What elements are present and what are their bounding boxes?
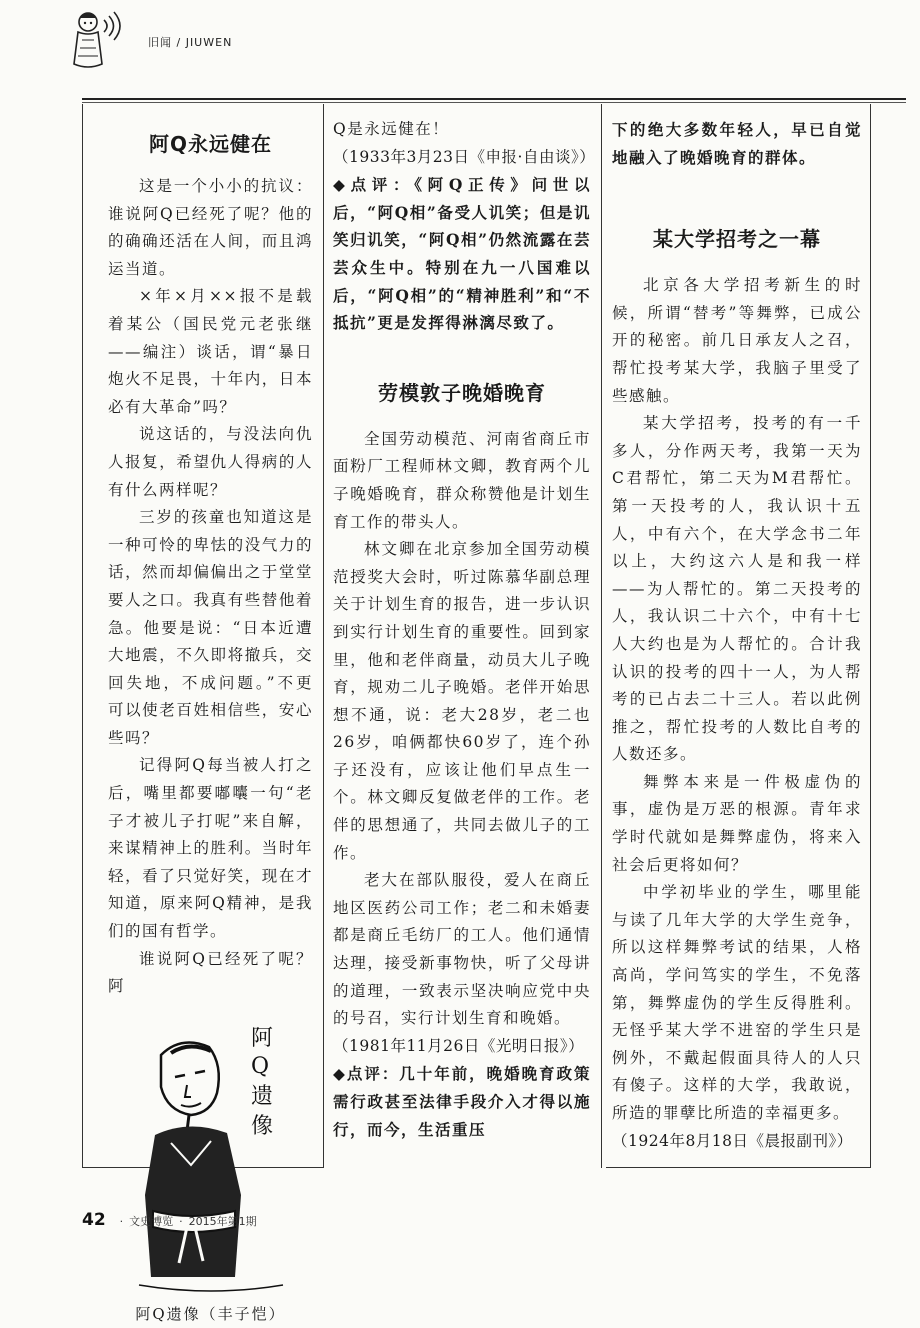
paragraph: 中学初毕业的学生，哪里能与读了几年大学的大学生竞争，所以这样舞弊考试的结果，人格高尚，学问笃实的学生，不免落第，舞弊虚伪的学生反得胜利。无怪乎某大学不进窑的学生只是例外，不戴起假面具待人的人只有傻子。这样的大学，我敢说，所造的罪孽比所造的幸福更多。 bbox=[612, 883, 862, 1122]
article-title: 劳模敦子晚婚晚育 bbox=[378, 380, 546, 405]
reading-figure-logo-icon bbox=[66, 6, 136, 78]
paragraph: 老大在部队服役，爱人在商丘地区医药公司工作；老二和未婚妻都是商丘毛纺厂的工人。他们通情达理，接受新事物快，听了父母讲的道理，一致表示坚决响应党中央的号召，实行计划生育和晚婚。 bbox=[333, 871, 591, 1028]
paragraph: 某大学招考，投考的有一千多人，分作两天考，我第一天为C君帮忙，第二天为M君帮忙。第一天投考的人，我认识十五人，中有六个，在大学念书二年以上，大约这六人是和我一样——为人帮忙的。第二天投考的人，我认识二十六个，中有十七人大约也是为人帮忙的。合计我认识的投考的四十一人，为人帮考的已占去二十三人。若以此例推之，帮忙投考的人数比自考的人数还多。 bbox=[612, 414, 862, 764]
page-footer: 42 · 文史博览 · 2015年第1期 bbox=[82, 1210, 257, 1230]
aq-portrait-illustration bbox=[131, 1015, 291, 1299]
section-label: 旧闻 / JIUWEN bbox=[148, 36, 233, 49]
portrait-inscription-1: 阿 bbox=[250, 1025, 273, 1051]
portrait-inscription-3: 遗 bbox=[250, 1083, 273, 1109]
issue-label: 2015年第1期 bbox=[188, 1215, 257, 1228]
comment-text: 几十年前，晚婚晚育政策需行政甚至法律手段介入才得以施行，而今，生活重压 bbox=[333, 1064, 591, 1139]
article-marriage-column bbox=[333, 116, 596, 1168]
paragraph: 说这话的，与没法向仇人报复，希望仇人得病的人有什么两样呢？ bbox=[108, 425, 313, 499]
editor-comment bbox=[333, 1060, 591, 1143]
paragraph: 记得阿Q每当被人打之后，嘴里都要嘟囔一句“老子才被儿子打呢”来自解，来谋精神上的胜利。当时年轻，看了只觉好笑，现在才知道，原来阿Q精神，是我们的国有哲学。 bbox=[108, 756, 313, 941]
portrait-inscription-2: Q bbox=[250, 1053, 269, 1079]
paragraph: 谁说阿Q已经死了呢？阿 bbox=[108, 949, 313, 996]
page-number: 42 bbox=[82, 1210, 106, 1230]
paragraph: 三岁的孩童也知道这是一种可怜的卑怯的没气力的话，然而却偏偏出之于堂堂要人之口。我真有些替他着急。他要是说：“日本近遭大地震，不久即将撤兵，交回失地，不成问题。”不更可以使老百姓相信些，安心些吗？ bbox=[108, 508, 313, 747]
column-divider bbox=[601, 104, 602, 1168]
source-citation: （1924年8月18日《晨报副刊》） bbox=[612, 1131, 853, 1150]
magazine-name: 文史博览 bbox=[129, 1215, 174, 1228]
portrait-caption: 阿Q遗像（丰子恺） bbox=[135, 1304, 286, 1323]
comment-text: 《阿Q正传》问世以后，“阿Q相”备受人讥笑；但是讥笑归讥笑，“阿Q相”仍然流露在芸芸众生中。特别在九一八国难以后，“阿Q相”的“精神胜利”和“不抵抗”更是发挥得淋漓尽致了。 bbox=[333, 175, 591, 333]
column-divider bbox=[323, 104, 324, 1168]
comment-continuation: 下的绝大多数年轻人，早已自觉地融入了晚婚晚育的群体。 bbox=[612, 120, 862, 167]
source-citation: （1933年3月23日《申报·自由谈》） bbox=[333, 147, 596, 166]
paragraph: 这是一个小小的抗议：谁说阿Q已经死了呢？他的的确确还活在人间，而且鸿运当道。 bbox=[108, 177, 313, 278]
paragraph: 林文卿在北京参加全国劳动模范授奖大会时，听过陈慕华副总理关于计划生育的报告，进一步认识到实行计划生育的重要性。回到家里，他和老伴商量，动员大儿子晚育，规劝二儿子晚婚。老伴开始思想不通，说：老大28岁，老二也26岁，咱俩都快60岁了，连个孙子还没有，应该让他们早点生一个。林文卿反复做老伴的工作。老伴的思想通了，共同去做儿子的工作。 bbox=[333, 540, 591, 862]
paragraph: 北京各大学招考新生的时候，所谓“替考”等舞弊，已成公开的秘密。前几日承友人之召，帮忙投考某大学，我脑子里受了些感触。 bbox=[612, 276, 862, 405]
source-citation: （1981年11月26日《光明日报》） bbox=[333, 1036, 585, 1055]
article-exam-column bbox=[612, 116, 862, 1168]
header-rule bbox=[82, 98, 906, 100]
article-title: 某大学招考之一幕 bbox=[653, 227, 821, 252]
continuation-text: Q是永远健在！ bbox=[333, 120, 450, 138]
page-header bbox=[0, 0, 920, 110]
header-rule-thin bbox=[82, 102, 906, 103]
article-title: 阿Q永远健在 bbox=[148, 132, 272, 156]
portrait-inscription-4: 像 bbox=[250, 1113, 273, 1139]
paragraph: 全国劳动模范、河南省商丘市面粉厂工程师林文卿，教育两个儿子晚婚晚育，群众称赞他是计划生育工作的带头人。 bbox=[333, 429, 591, 531]
comment-mark: ◆点评： bbox=[333, 175, 415, 195]
paragraph: 舞弊本来是一件极虚伪的事，虚伪是万恶的根源。青年求学时代就如是舞弊虚伪，将来入社会后更将如何？ bbox=[612, 772, 862, 874]
paragraph: ×年×月××报不是载着某公（国民党元老张继——编注）谈话，谓“暴日炮火不足畏，十年内，日本必有大革命”吗？ bbox=[108, 287, 313, 416]
editor-comment bbox=[333, 171, 591, 337]
comment-mark: ◆点评： bbox=[333, 1064, 400, 1084]
